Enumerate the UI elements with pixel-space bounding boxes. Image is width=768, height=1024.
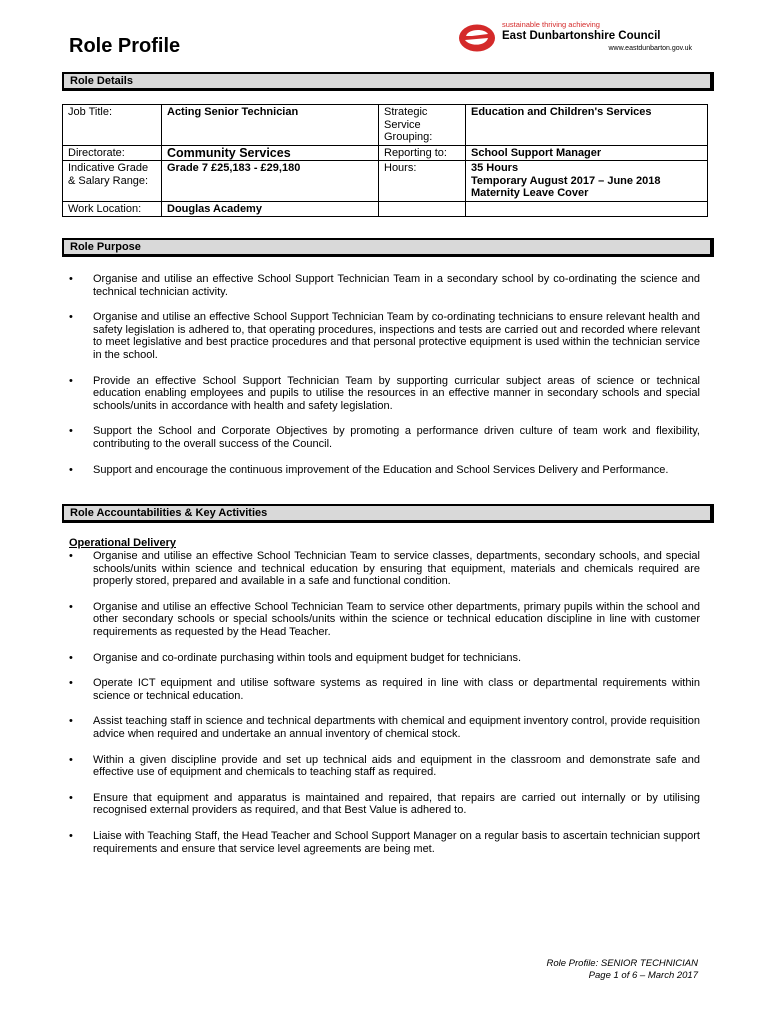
table-row — [63, 201, 708, 217]
operational-delivery-heading: Operational Delivery — [69, 537, 176, 549]
grade-value: Grade 7 £25,183 - £29,180 — [162, 161, 379, 202]
location-value: Douglas Academy — [162, 201, 379, 217]
table-row — [63, 105, 708, 146]
job-title-label: Job Title: — [63, 105, 162, 146]
page-title: Role Profile — [69, 35, 181, 57]
list-item: • Organise and utilise an effective School Technician Team to service other departments, primary pupils within the school and other secondary schools or special schools/units within the science or technical education discipline in line with customer requirements as requested by the Head Teacher. — [66, 601, 700, 639]
job-title-value: Acting Senior Technician — [162, 105, 379, 146]
table-row — [63, 145, 708, 161]
role-details-table — [62, 104, 708, 217]
table-row — [63, 161, 708, 202]
directorate-value: Community Services — [162, 145, 379, 161]
reporting-label: Reporting to: — [379, 145, 466, 161]
logo-organisation: East Dunbartonshire Council — [502, 30, 661, 42]
strategic-label: Strategic Service Grouping: — [379, 105, 466, 146]
section-accountabilities: Role Accountabilities & Key Activities — [62, 504, 714, 523]
footer-document-name: Role Profile: SENIOR TECHNICIAN — [546, 958, 698, 969]
directorate-label: Directorate: — [63, 145, 162, 161]
council-logo — [458, 20, 708, 56]
council-emblem-icon — [458, 23, 496, 53]
empty-cell — [466, 201, 708, 217]
list-item: • Organise and co-ordinate purchasing within tools and equipment budget for technicians. — [66, 652, 700, 665]
list-item: • Provide an effective School Support Technician Team by supporting curricular subject areas of science or technical education enabling employees and pupils to utilise the resources in an effective manner in secondary schools and special schools/units in accordance with health and safety legislation. — [66, 375, 700, 413]
list-item: • Ensure that equipment and apparatus is maintained and repaired, that repairs are carried out internally or by utilising recognised external providers as required, and that Best Value is adhered to. — [66, 792, 700, 817]
empty-cell — [379, 201, 466, 217]
list-item: • Within a given discipline provide and set up technical aids and equipment in the classroom and demonstrate safe and effective use of equipment and chemicals to teaching staff as required. — [66, 754, 700, 779]
location-label: Work Location: — [63, 201, 162, 217]
hours-label: Hours: — [379, 161, 466, 202]
page-footer — [546, 958, 698, 982]
strategic-value: Education and Children's Services — [466, 105, 708, 146]
section-role-purpose: Role Purpose — [62, 238, 714, 257]
reporting-value: School Support Manager — [466, 145, 708, 161]
logo-url: www.eastdunbarton.gov.uk — [608, 45, 692, 52]
list-item: • Support the School and Corporate Objectives by promoting a performance driven culture of team work and flexibility, contributing to the overall success of the Council. — [66, 425, 700, 450]
list-item: • Organise and utilise an effective School Support Technician Team by co-ordinating technicians to ensure relevant health and safety legislation is adhered to, that operating procedures, inspections and tests are carried out and recorded where relevant to meet legislative and best practice procedures and that personal protective equipment is used within the technician service in the school. — [66, 311, 700, 361]
hours-value — [466, 161, 708, 202]
grade-label: Indicative Grade & Salary Range: — [63, 161, 162, 202]
list-item: • Assist teaching staff in science and technical departments with chemical and equipment inventory control, provide requisition advice when required and undertake an annual inventory of chemical stock. — [66, 715, 700, 740]
list-item: • Liaise with Teaching Staff, the Head Teacher and School Support Manager on a regular basis to ascertain technician support requirements and ensure that service level agreements are being met. — [66, 830, 700, 855]
hours-line: Maternity Leave Cover — [471, 187, 589, 199]
hours-line: 35 Hours — [471, 162, 519, 174]
section-role-details: Role Details — [62, 72, 714, 91]
purpose-list — [66, 273, 700, 489]
list-item: • Support and encourage the continuous improvement of the Education and School Services Delivery and Performance. — [66, 464, 700, 477]
hours-line: Temporary August 2017 – June 2018 — [471, 174, 661, 187]
logo-tagline: sustainable thriving achieving — [502, 20, 600, 29]
list-item: • Organise and utilise an effective School Support Technician Team in a secondary school by co-ordinating the science and technical technician activity. — [66, 273, 700, 298]
list-item: • Operate ICT equipment and utilise software systems as required in line with class or departmental requirements within science or technical education. — [66, 677, 700, 702]
operational-list — [66, 550, 700, 868]
footer-page-info: Page 1 of 6 – March 2017 — [588, 970, 698, 981]
list-item: • Organise and utilise an effective School Technician Team to service classes, departments, secondary schools, and special schools/units within science and technical education by ensuring that equipment, materials and chemicals required are properly stored, prepared and available in a safe and functional condition. — [66, 550, 700, 588]
